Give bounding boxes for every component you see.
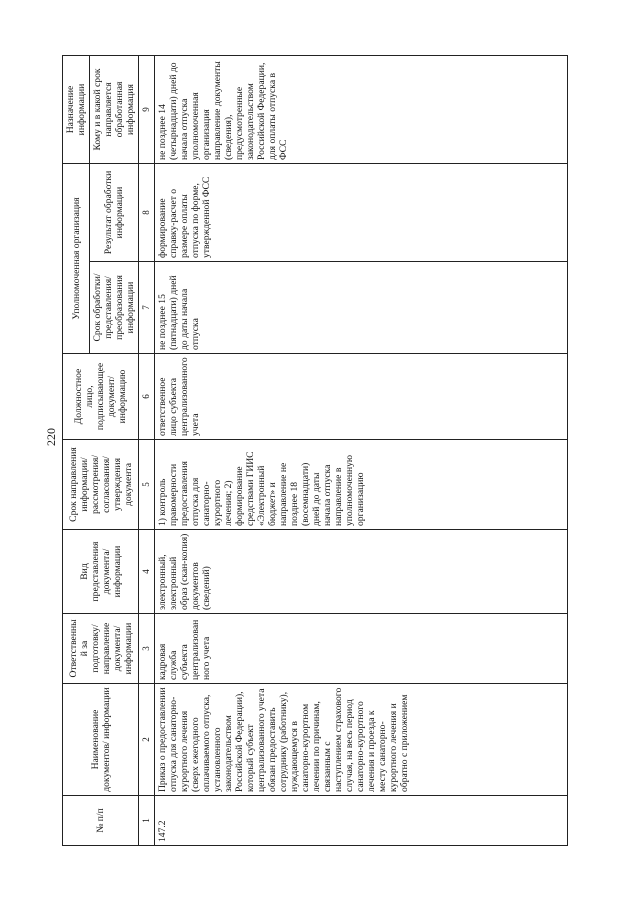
row-document-name: Приказ о предоставлении отпуска для санаторно-курортного лечения (сверх ежегодного оплачиваемого отпуска, установленного законодательством Российской Федерации), который субъект централизованного учета обязан предоставить сотруднику (работнику), нуждающемуся в санаторно-курортном лечении по причинам, связанным с наступлением страхового случая, на весь период санаторно-курортного лечения и проезда к месту санаторно-курортного лечения и обратно с приложением: [154, 684, 567, 796]
row-official: ответственное лицо субъекта централизованного учета: [154, 354, 567, 440]
row-processing-time: не позднее 15 (пятнадцати) дней до даты начала отпуска: [154, 262, 567, 354]
page-number: 220: [44, 428, 58, 446]
column-index: 6: [139, 354, 154, 440]
column-index: 9: [139, 56, 154, 164]
rotated-table-container: [62, 56, 595, 846]
header-form: Вид представления документа/ информации: [63, 530, 139, 614]
header-row-1: [63, 56, 90, 846]
header-deadline: Срок направления информации/ рассмотрения/ согласования/ утверждения документа: [63, 440, 139, 530]
header-group-authorized-org: Уполномоченная организация: [63, 164, 90, 354]
row-responsible: кадровая служба субъекта централизованного учета: [154, 614, 567, 684]
column-index: 7: [139, 262, 154, 354]
column-index-row: [139, 56, 154, 846]
document-table: [62, 55, 568, 846]
column-index: 4: [139, 530, 154, 614]
column-index: 5: [139, 440, 154, 530]
row-purpose: не позднее 14 (четырнадцати) дней до начала отпуска уполномоченная организация направление документы (сведения), предусмотренные законодательством Российской Федерации, для оплаты отпуска в ФСС: [154, 56, 567, 164]
header-document-name: Наименование документов/ информации: [63, 684, 139, 796]
header-official: Должностное лицо, подписывающее документ/ информацию: [63, 354, 139, 440]
row-result: формирование справку-расчет о размере оплаты отпуска по форме, утвержденной ФСС: [154, 164, 567, 262]
header-purpose-sub: Кому и в какой срок направляется обработанная информация: [90, 56, 139, 164]
column-index: 2: [139, 684, 154, 796]
header-purpose: Назначение информации: [63, 56, 90, 164]
header-responsible: Ответственный за подготовку/ направление документа/ информации: [63, 614, 139, 684]
header-number: № п/п: [63, 796, 139, 846]
header-processing-time: Срок обработки/ представления/ преобразования информации: [90, 262, 139, 354]
column-index: 8: [139, 164, 154, 262]
row-form: электронный, электронный образ (скан-копия) документов (сведений): [154, 530, 567, 614]
row-deadline: 1) контроль правомерности предоставления отпуска для санаторно-курортного лечения; 2) формирование средствами ГИИС «Электронный бюджет» и направление не позднее 18 (восемнадцати) дней до даты начала отпуска направление в уполномоченную организацию: [154, 440, 567, 530]
column-index: 3: [139, 614, 154, 684]
table-row: [154, 56, 567, 846]
row-number: 147.2: [154, 796, 567, 846]
column-index: 1: [139, 796, 154, 846]
header-result: Результат обработки информации: [90, 164, 139, 262]
